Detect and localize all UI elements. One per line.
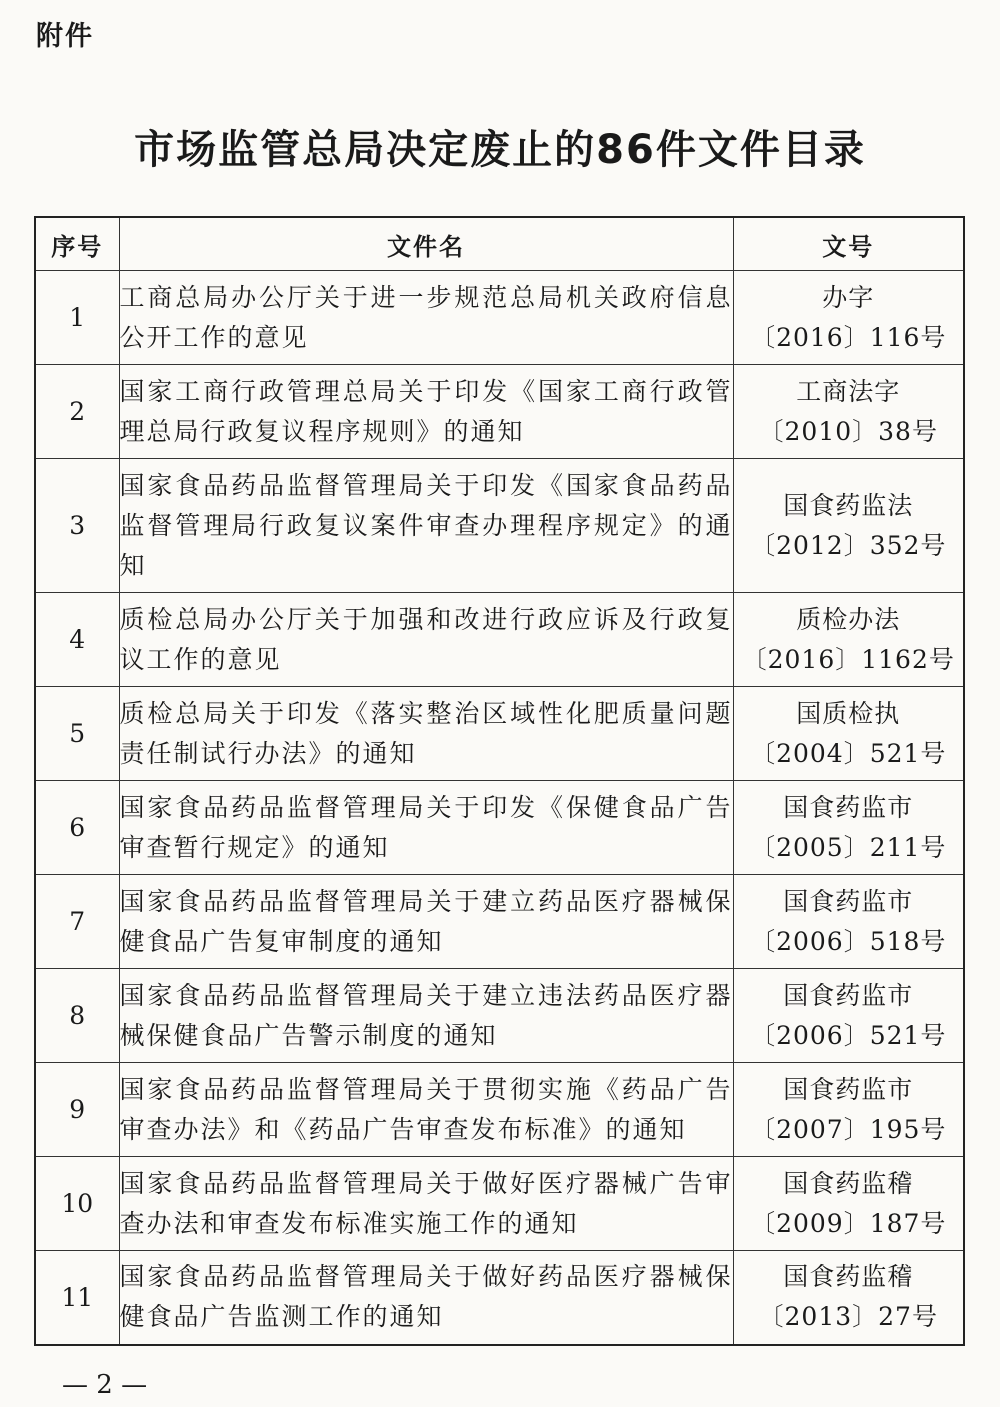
document-code [733,459,964,593]
document-code [733,781,964,875]
table-row [35,459,964,593]
document-code-issuer: 国质检执 [796,698,901,728]
row-number: 7 [35,875,119,969]
document-code [733,271,964,365]
document-code-number: 〔2006〕521号 [750,1020,947,1050]
table-header-row [35,217,964,271]
document-code [733,687,964,781]
document-code-issuer: 国食药监法 [783,490,914,520]
document-code [733,1063,964,1157]
table-row [35,1251,964,1345]
document-code-number: 〔2009〕187号 [750,1208,947,1238]
document-code [733,969,964,1063]
header-num: 序号 [35,217,119,271]
document-name: 质检总局办公厅关于加强和改进行政应诉及行政复议工作的意见 [119,593,733,687]
document-code-number: 〔2004〕521号 [750,738,947,768]
table-row [35,687,964,781]
document-name: 国家食品药品监督管理局关于贯彻实施《药品广告审查办法》和《药品广告审查发布标准》的通知 [119,1063,733,1157]
document-name: 国家工商行政管理总局关于印发《国家工商行政管理总局行政复议程序规则》的通知 [119,365,733,459]
document-code-issuer: 办字 [822,282,875,312]
page-number: — 2 — [62,1370,148,1400]
row-number: 4 [35,593,119,687]
table-row [35,1157,964,1251]
document-code [733,1251,964,1345]
document-code-issuer: 国食药监市 [783,1074,914,1104]
table-row [35,593,964,687]
document-code [733,365,964,459]
document-name: 国家食品药品监督管理局关于建立违法药品医疗器械保健食品广告警示制度的通知 [119,969,733,1063]
table-row [35,875,964,969]
document-code-number: 〔2013〕27号 [758,1302,938,1332]
attachment-label: 附件 [36,21,94,52]
document-code-number: 〔2016〕116号 [750,322,947,352]
document-name: 国家食品药品监督管理局关于印发《国家食品药品监督管理局行政复议案件审查办理程序规定》的通知 [119,459,733,593]
document-code-issuer: 工商法字 [796,376,901,406]
table-row [35,969,964,1063]
table-row [35,365,964,459]
row-number: 5 [35,687,119,781]
document-name: 国家食品药品监督管理局关于印发《保健食品广告审查暂行规定》的通知 [119,781,733,875]
row-number: 10 [35,1157,119,1251]
document-code-issuer: 国食药监市 [783,792,914,822]
document-code-number: 〔2007〕195号 [750,1114,947,1144]
table-row [35,781,964,875]
document-name: 国家食品药品监督管理局关于做好药品医疗器械保健食品广告监测工作的通知 [119,1251,733,1345]
row-number: 1 [35,271,119,365]
row-number: 8 [35,969,119,1063]
header-code: 文号 [733,217,964,271]
document-code [733,875,964,969]
document-code-issuer: 国食药监市 [783,886,914,916]
table-row [35,271,964,365]
document-code [733,593,964,687]
document-name: 国家食品药品监督管理局关于做好医疗器械广告审查办法和审查发布标准实施工作的通知 [119,1157,733,1251]
row-number: 3 [35,459,119,593]
document-code-number: 〔2006〕518号 [750,926,947,956]
header-name: 文件名 [119,217,733,271]
row-number: 2 [35,365,119,459]
document-code [733,1157,964,1251]
document-name: 国家食品药品监督管理局关于建立药品医疗器械保健食品广告复审制度的通知 [119,875,733,969]
document-code-number: 〔2010〕38号 [758,416,938,446]
document-code-issuer: 国食药监稽 [783,1168,914,1198]
row-number: 11 [35,1251,119,1345]
document-code-number: 〔2016〕1162号 [741,644,955,674]
document-name: 质检总局关于印发《落实整治区域性化肥质量问题责任制试行办法》的通知 [119,687,733,781]
row-number: 9 [35,1063,119,1157]
document-title: 市场监管总局决定废止的86件文件目录 [134,127,866,173]
document-code-number: 〔2012〕352号 [750,530,947,560]
document-code-issuer: 国食药监稽 [783,1262,914,1292]
document-code-issuer: 国食药监市 [783,980,914,1010]
document-code-issuer: 质检办法 [796,604,901,634]
document-code-number: 〔2005〕211号 [750,832,947,862]
row-number: 6 [35,781,119,875]
document-table [34,216,965,1346]
table-row [35,1063,964,1157]
document-name: 工商总局办公厅关于进一步规范总局机关政府信息公开工作的意见 [119,271,733,365]
